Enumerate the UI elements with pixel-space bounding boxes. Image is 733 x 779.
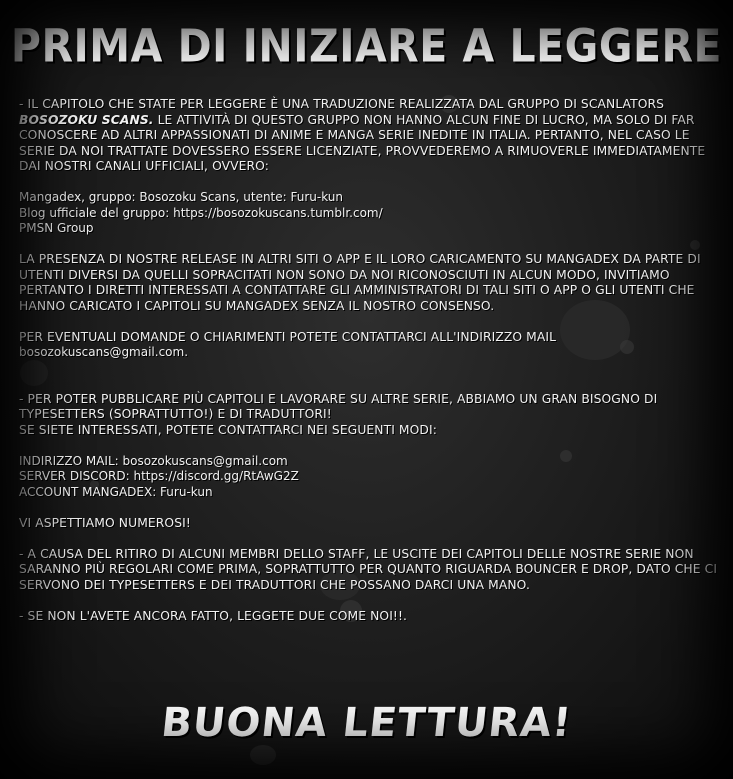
recruit-paragraph (19, 392, 719, 439)
recruit-mangadex: ACCOUNT MANGADEX: Furu-kun (19, 484, 213, 499)
contact-text: PER EVENTUALI DOMANDE O CHIARIMENTI POTETE CONTATTARCI ALL'INDIRIZZO MAIL (19, 329, 557, 344)
page-title: PRIMA DI INIZIARE A LEGGERE (10, 19, 723, 73)
channel-pmsn: PMSN Group (19, 221, 94, 235)
channel-mangadex: Mangadex, gruppo: Bosozoku Scans, utente: Furu-kun (19, 190, 344, 204)
staff-notice: - A CAUSA DEL RITIRO DI ALCUNI MEMBRI DELLO STAFF, LE USCITE DEI CAPITOLI DELLE NOSTRE SERIE NON SARANNO PIÙ REGOLARI COME PRIMA, SOPRATTUTTO PER QUANTO RIGUARDA BOUNCER E DROP, DATO CHE CI SERVONO DEI TYPESETTERS E DEI TRADUTTORI CHE POSSANO DARCI UNA MANO. (19, 546, 718, 592)
recruit-channels (19, 454, 719, 501)
channel-blog: Blog ufficiale del gruppo: https://bosozokuscans.tumblr.com/ (19, 205, 383, 220)
closing-banner: BUONA LETTURA! (159, 700, 574, 746)
waiting-line: VI ASPETTIAMO NUMEROSI! (19, 515, 191, 530)
read-prompt: - SE NON L'AVETE ANCORA FATTO, LEGGETE DUE COME NOI!!. (19, 608, 408, 623)
recruit-discord: SERVER DISCORD: https://discord.gg/RtAwG2Z (19, 469, 299, 483)
recruit-line-2: SE SIETE INTERESSATI, POTETE CONTATTARCI NEI SEGUENTI MODI: (19, 422, 437, 437)
contact-paragraph (19, 330, 719, 361)
intro-lead: - IL CAPITOLO CHE STATE PER LEGGERE È UNA TRADUZIONE REALIZZATA DAL GRUPPO DI SCANLATORS (19, 97, 665, 111)
releases-notice: LA PRESENZA DI NOSTRE RELEASE IN ALTRI SITI O APP E IL LORO CARICAMENTO SU MANGADEX DA PARTE DI UTENTI DIVERSI DA QUELLI SOPRACITATI NON SONO DA NOI RICONOSCIUTI IN ALCUN MODO, INVITIAMO PERTANTO I DIRETTI INTERESSATI A CONTATTARE GLI AMMINISTRATORI DI TALI SITI O APP O GLI UTENTI CHE HANNO CARICATO I CAPITOLI SU MANGADEX SENZA IL NOSTRO CONSENSO. (19, 252, 701, 313)
recruit-line-1: - PER POTER PUBBLICARE PIÙ CAPITOLI E LAVORARE SU ALTRE SERIE, ABBIAMO UN GRAN BISOGNO DI TYPESETTERS (SOPRATTUTTO!) E DI TRADUTTORI! (19, 391, 658, 421)
notice-body (19, 97, 719, 624)
official-channels (19, 190, 719, 237)
contact-email: bosozokuscans@gmail.com. (19, 345, 189, 359)
intro-paragraph (19, 97, 719, 175)
ink-splatter (250, 745, 276, 765)
group-name: BOSOZOKU SCANS. (19, 112, 154, 127)
intro-rest: LE ATTIVITÀ DI QUESTO GRUPPO NON HANNO ALCUN FINE DI LUCRO, MA SOLO DI FAR CONOSCERE AD ALTRI APPASSIONATI DI ANIME E MANGA SERIE INEDITE IN ITALIA. PERTANTO, NEL CASO LE SERIE DA NOI TRATTATE DOVESSERO ESSERE LICENZIATE, PROVVEDEREMO A RIMUOVERLE IMMEDIATAMENTE DAI NOSTRI CANALI UFFICIALI, OVVERO: (19, 112, 706, 173)
recruit-email: INDIRIZZO MAIL: bosozokuscans@gmail.com (19, 453, 288, 468)
